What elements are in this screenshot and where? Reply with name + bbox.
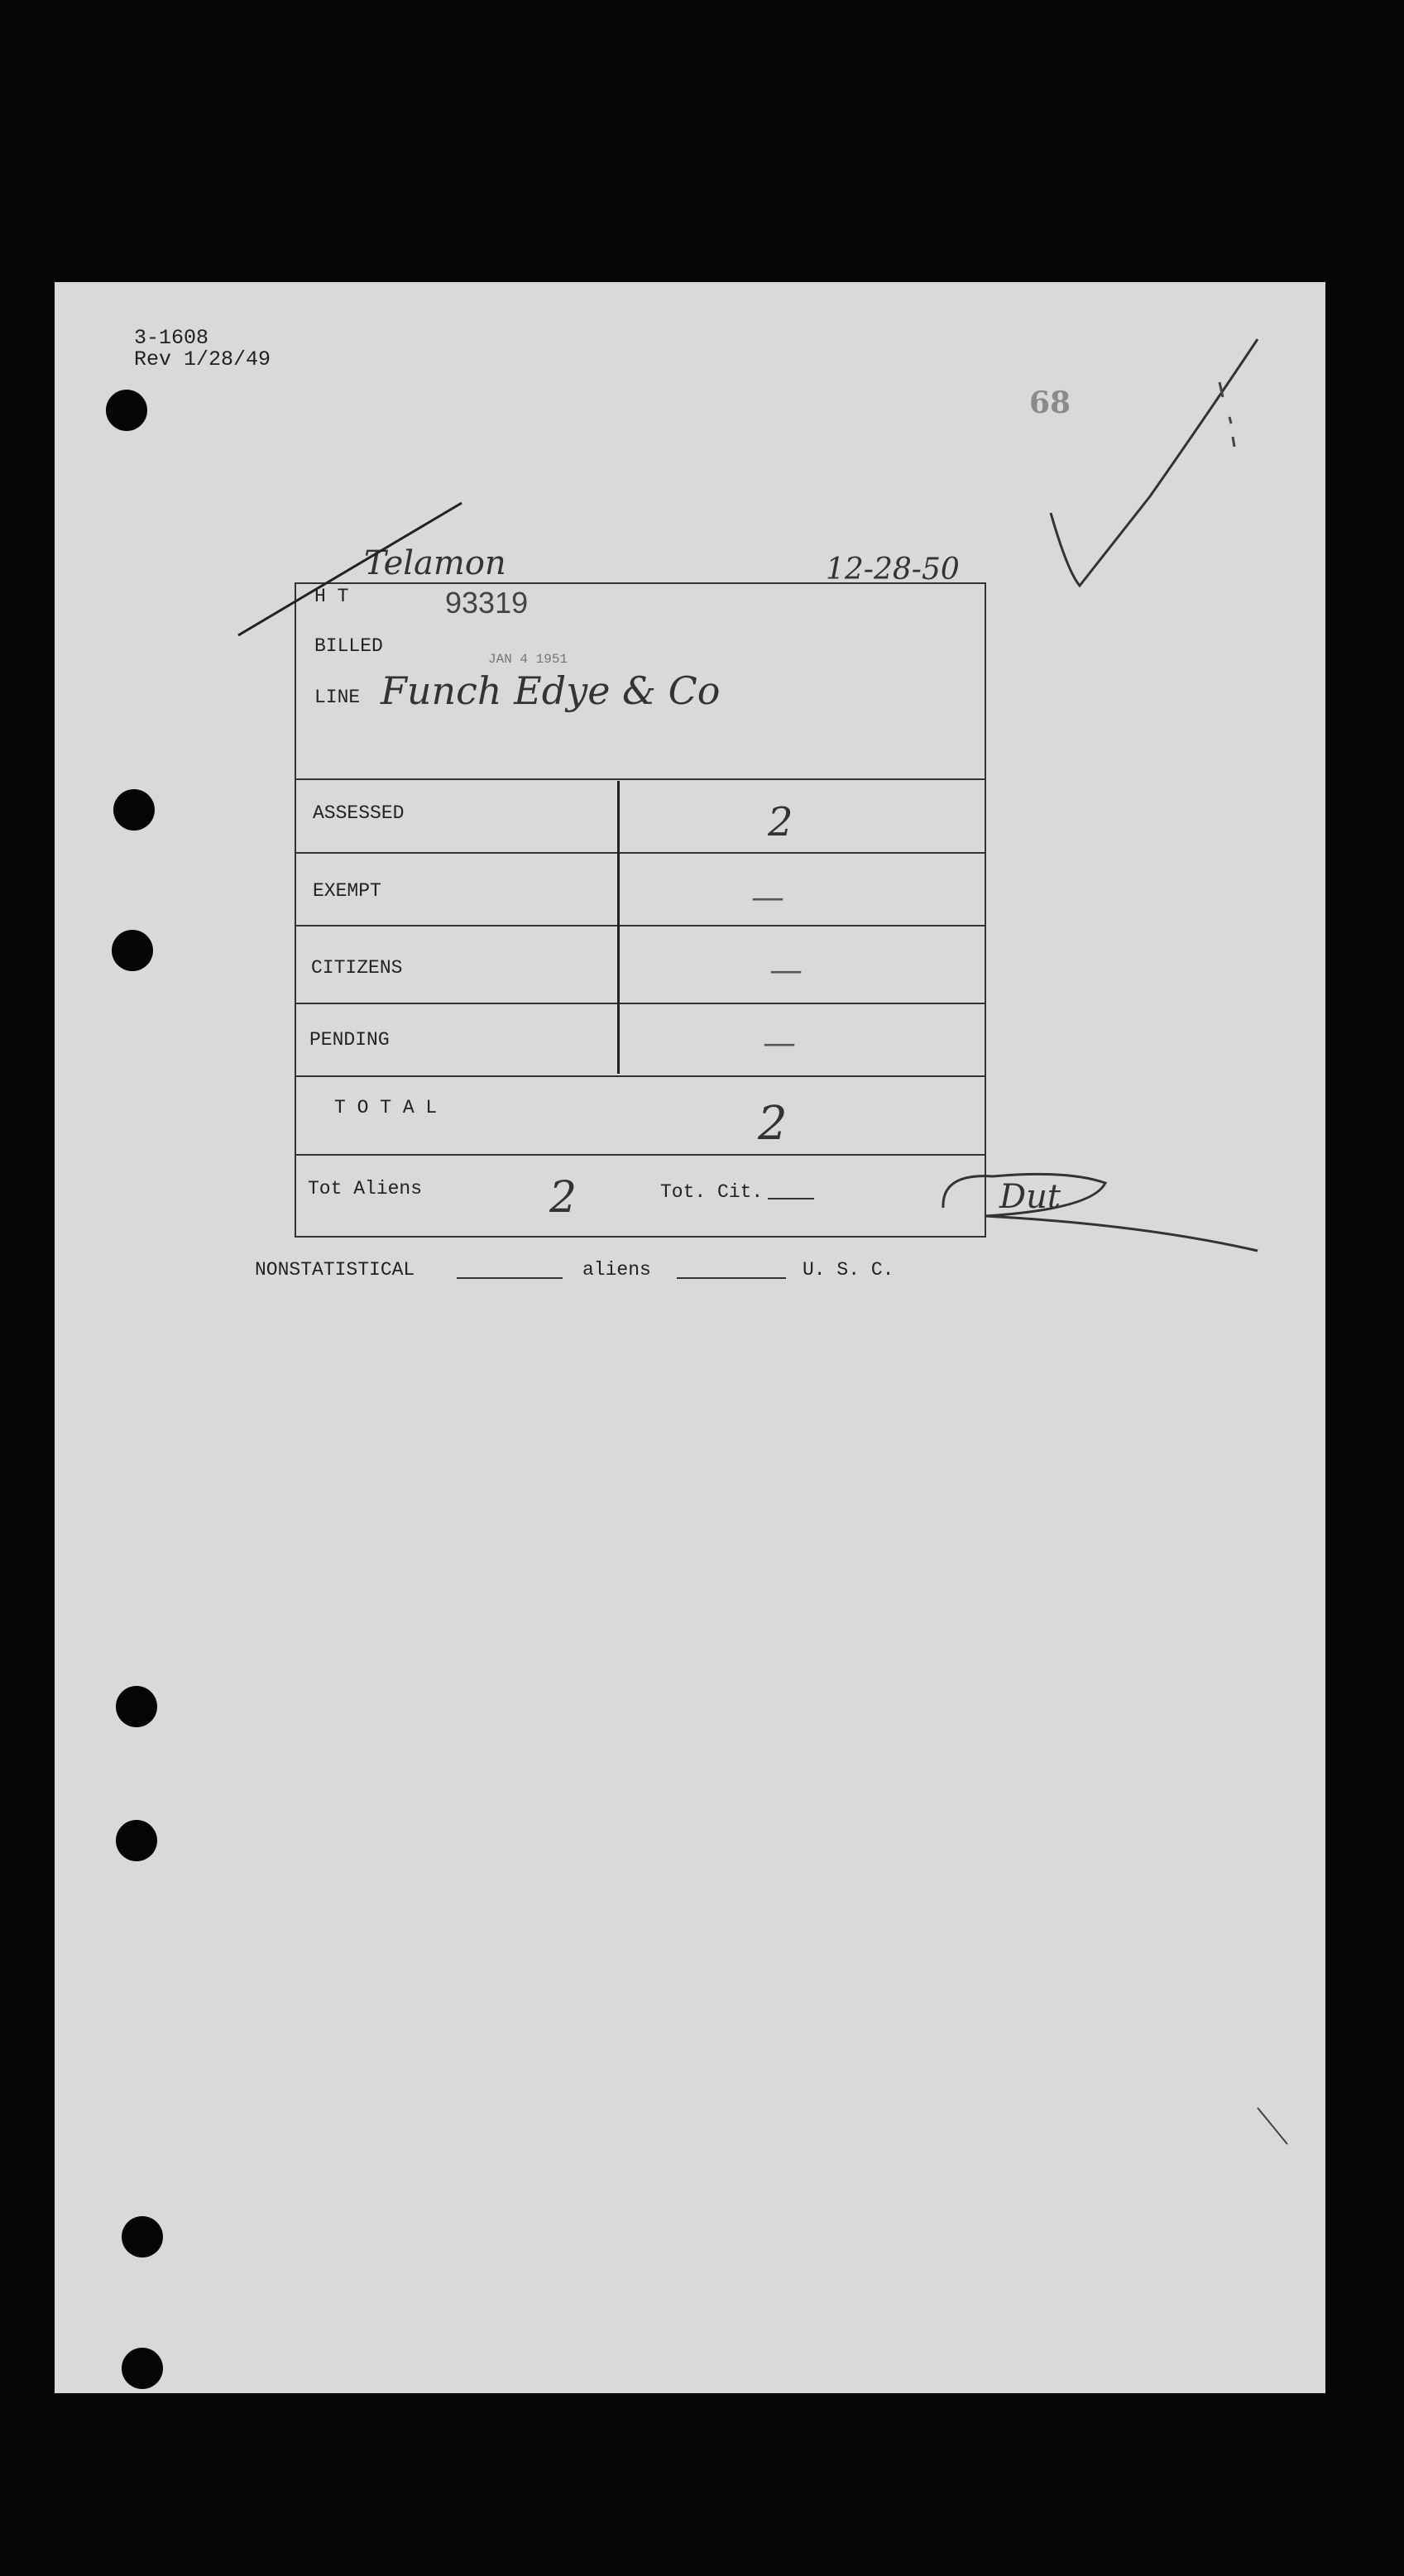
aliens-label: aliens — [582, 1259, 651, 1281]
page-number: 68 — [1029, 385, 1071, 420]
citizens-value: — — [769, 951, 803, 989]
ht-label: H T — [314, 586, 349, 607]
strike-line — [238, 503, 462, 635]
form-revision: Rev 1/28/49 — [134, 347, 271, 371]
pending-label: PENDING — [309, 1029, 390, 1051]
exempt-label: EXEMPT — [313, 880, 381, 902]
total-value: 2 — [758, 1097, 788, 1151]
ht-number: 93319 — [445, 586, 529, 620]
initials: Dut — [999, 1178, 1061, 1216]
handwritten-name: Telamon — [364, 544, 506, 582]
check-mark — [1051, 339, 1258, 586]
tot-aliens-value: 2 — [549, 1173, 577, 1223]
tick-marks — [1220, 382, 1234, 447]
total-label: T O T A L — [334, 1097, 438, 1118]
handwritten-date: 12-28-50 — [826, 553, 960, 587]
tot-aliens-label: Tot Aliens — [308, 1178, 423, 1199]
exempt-value: — — [751, 879, 784, 917]
underline-flourish — [943, 1174, 1258, 1251]
line-label: LINE — [314, 687, 361, 708]
usc-label: U. S. C. — [803, 1259, 894, 1281]
billed-label: BILLED — [314, 635, 383, 657]
stray-mark — [1258, 2108, 1287, 2144]
tot-cit-label: Tot. Cit. — [660, 1181, 764, 1203]
assessed-value: 2 — [768, 799, 793, 845]
assessed-label: ASSESSED — [313, 802, 405, 824]
citizens-label: CITIZENS — [311, 957, 403, 979]
line-value: Funch Edye & Co — [381, 668, 721, 713]
billed-stamp: JAN 4 1951 — [488, 652, 568, 667]
nonstatistical-label: NONSTATISTICAL — [255, 1259, 415, 1281]
pending-value: — — [763, 1024, 796, 1062]
form-code-number: 3-1608 — [134, 326, 209, 350]
